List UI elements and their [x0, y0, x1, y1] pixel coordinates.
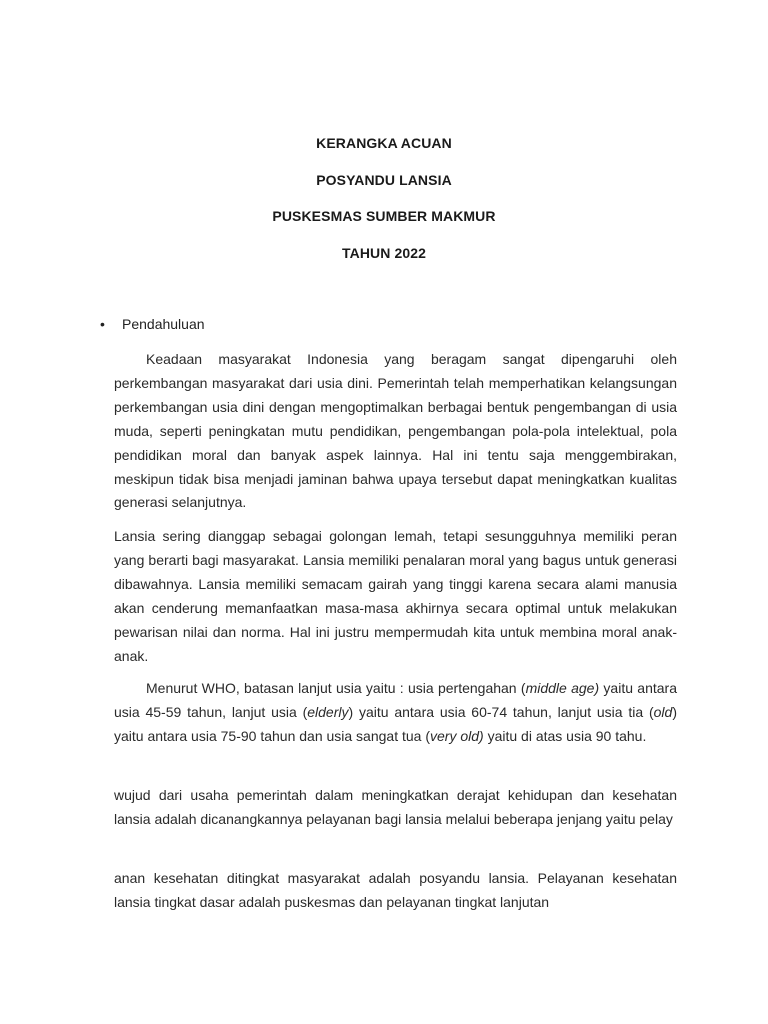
paragraph-2-text: Lansia sering dianggap sebagai golongan lemah, tetapi sesungguhnya memiliki peran yang berarti bagi masyarakat. Lansia memiliki penalaran moral yang bagus untuk generasi dibawahnya. Lansia memiliki semacam gairah yang tinggi karena secara alami manusia akan cenderung memanfaatkan masa-masa akhirnya secara optimal untuk melakukan pewarisan nilai dan norma. Hal ini justru mempermudah kita untuk membina moral anak-anak.	[114, 528, 677, 664]
title-line-3: PUSKESMAS SUMBER MAKMUR	[272, 208, 496, 224]
paragraph-3-italic-4: very old)	[430, 727, 484, 744]
paragraph-4	[114, 784, 677, 832]
title-line-4: TAHUN 2022	[342, 244, 426, 261]
title-line-1: KERANGKA ACUAN	[316, 135, 452, 151]
paragraph-3-segment-4: ) yaitu antara usia 75-90 tahun dan usia sangat tua (	[114, 703, 677, 744]
paragraph-3-segment-5: yaitu di atas usia 90 tahu.	[483, 727, 647, 744]
paragraph-3	[114, 677, 677, 749]
section-heading-label: Pendahuluan	[122, 316, 205, 332]
paragraph-3-segment-3: ) yaitu antara usia 60-74 tahun, lanjut usia tia (	[348, 703, 654, 720]
paragraph-3-text	[114, 677, 677, 749]
paragraph-2	[114, 525, 677, 668]
paragraph-3-italic-2: elderly	[307, 703, 349, 720]
paragraph-5-text: anan kesehatan ditingkat masyarakat adalah posyandu lansia. Pelayanan kesehatan lansia tingkat dasar adalah puskesmas dan pelayanan tingkat lanjutan	[114, 870, 677, 910]
paragraph-3-segment-1: Menurut WHO, batasan lanjut usia yaitu : usia pertengahan (	[146, 680, 526, 696]
paragraph-4-text: wujud dari usaha pemerintah dalam meningkatkan derajat kehidupan dan kesehatan lansia adalah dicanangkannya pelayanan bagi lansia melalui beberapa jenjang yaitu pelay	[114, 787, 677, 827]
paragraph-5	[114, 867, 677, 915]
document-title-block	[0, 134, 768, 280]
paragraph-3-segment-2: yaitu antara usia 45-59 tahun, lanjut usia (	[114, 680, 677, 720]
paragraph-1-text: Keadaan masyarakat Indonesia yang beragam sangat dipengaruhi oleh perkembangan masyarakat dari usia dini. Pemerintah telah memperhatikan kelangsungan perkembangan usia dini dengan mengoptimalkan berbagai bentuk pengembangan di usia muda, seperti peningkatan mutu pendidikan, pengembangan pola-pola intelektual, pola pendidikan moral dan banyak aspek lainnya. Hal ini tentu saja menggembirakan, meskipun tidak bisa menjadi jaminan bahwa upaya tersebut dapat meningkatkan kualitas generasi selanjutnya.	[114, 351, 677, 511]
bullet-icon: •	[100, 316, 105, 332]
paragraph-3-italic-1: middle age)	[525, 680, 600, 696]
section-heading	[100, 315, 205, 333]
paragraph-1	[114, 348, 677, 515]
title-line-2: POSYANDU LANSIA	[316, 171, 452, 188]
paragraph-3-italic-3: old	[653, 703, 673, 720]
